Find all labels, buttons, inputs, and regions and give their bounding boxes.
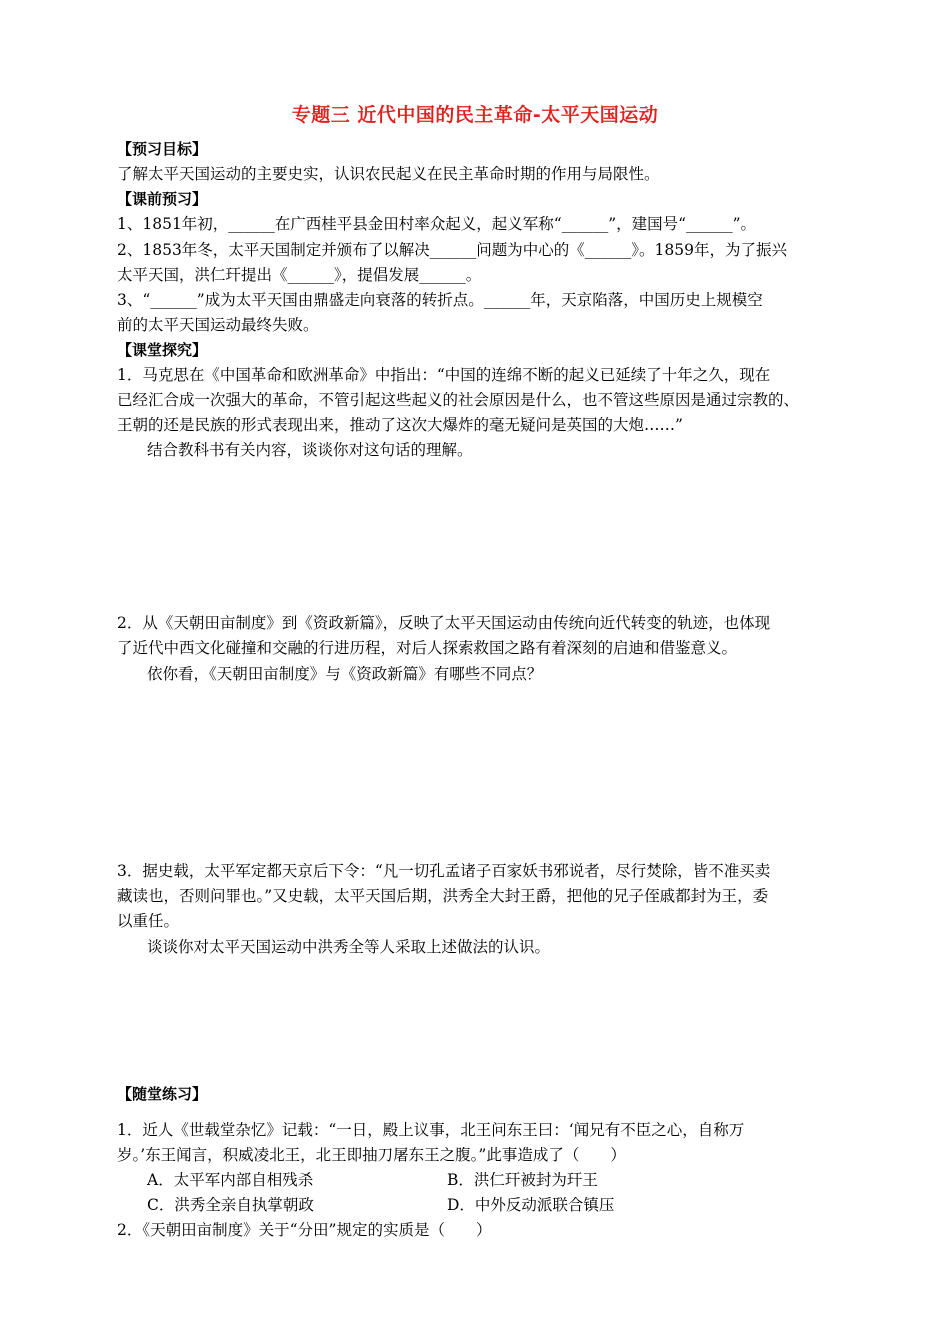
inquiry-q1-prompt: 结合教科书有关内容，谈谈你对这句话的理解。 xyxy=(147,441,473,459)
inquiry-q3-prompt: 谈谈你对太平天国运动中洪秀全等人采取上述做法的认识。 xyxy=(147,938,551,956)
practice-q1-option-b: B．洪仁玕被封为玕王 xyxy=(447,1171,598,1189)
page-title: 专题三 近代中国的民主革命-太平天国运动 xyxy=(291,104,659,126)
class-inquiry-heading: 【课堂探究】 xyxy=(117,341,208,359)
inquiry-q2-prompt: 依你看，《天朝田亩制度》与《资政新篇》有哪些不同点？ xyxy=(147,665,543,683)
pre-class-line: 2、1853年冬，太平天国制定并颁布了以解决______问题为中心的《______》。1859年，为了振兴 xyxy=(117,241,788,259)
practice-q1-option-d: D．中外反动派联合镇压 xyxy=(447,1196,615,1214)
inquiry-q2-line: 2．从《天朝田亩制度》到《资政新篇》，反映了太平天国运动由传统向近代转变的轨迹，也体现 xyxy=(117,614,771,632)
practice-q1-option-c: C．洪秀全亲自执掌朝政 xyxy=(147,1196,314,1214)
inquiry-q1-line: 已经汇合成一次强大的革命，不管引起这些起义的社会原因是什么，也不管这些原因是通过宗教的、 xyxy=(117,391,800,409)
inquiry-q3-line: 以重任。 xyxy=(117,912,180,930)
inquiry-q3-line: 藏读也，否则问罪也。”又史载，太平天国后期，洪秀全大封王爵，把他的兄子侄戚都封为王，委 xyxy=(117,887,769,905)
practice-q1-line: 岁。’东王闻言，积威凌北王，北王即抽刀屠东王之腹。”此事造成了（ ） xyxy=(117,1146,626,1164)
pre-class-line: 太平天国，洪仁玕提出《______》，提倡发展______。 xyxy=(117,266,482,284)
pre-class-line: 3、“______”成为太平天国由鼎盛走向衰落的转折点。______年，天京陷落，中国历史上规模空 xyxy=(117,291,763,309)
inquiry-q1-line: 王朝的还是民族的形式表现出来，推动了这次大爆炸的毫无疑问是英国的大炮……” xyxy=(117,416,683,434)
practice-q1-line: 1．近人《世载堂杂忆》记载：“一日，殿上议事，北王问东王曰：‘闻兄有不臣之心，自称万 xyxy=(117,1121,745,1139)
pre-class-line: 前的太平天国运动最终失败。 xyxy=(117,316,319,334)
preview-goal-text: 了解太平天国运动的主要史实，认识农民起义在民主革命时期的作用与局限性。 xyxy=(117,165,660,183)
inquiry-q3-line: 3．据史载，太平军定都天京后下令：“凡一切孔孟诸子百家妖书邪说者，尽行焚除，皆不准买卖 xyxy=(117,862,771,880)
pre-class-line: 1、1851年初，______在广西桂平县金田村率众起义，起义军称“______”，建国号“______”。 xyxy=(117,215,757,233)
inquiry-q1-line: 1．马克思在《中国革命和欧洲革命》中指出：“中国的连绵不断的起义已延续了十年之久，现在 xyxy=(117,366,771,384)
practice-q2-line: 2．《天朝田亩制度》关于“分田”规定的实质是（ ） xyxy=(117,1221,492,1239)
pre-class-heading: 【课前预习】 xyxy=(117,190,208,208)
practice-heading: 【随堂练习】 xyxy=(117,1085,208,1103)
inquiry-q2-line: 了近代中西文化碰撞和交融的行进历程，对后人探索救国之路有着深刻的启迪和借鉴意义。 xyxy=(117,639,738,657)
preview-goal-heading: 【预习目标】 xyxy=(117,140,208,158)
practice-q1-option-a: A．太平军内部自相残杀 xyxy=(147,1171,314,1189)
